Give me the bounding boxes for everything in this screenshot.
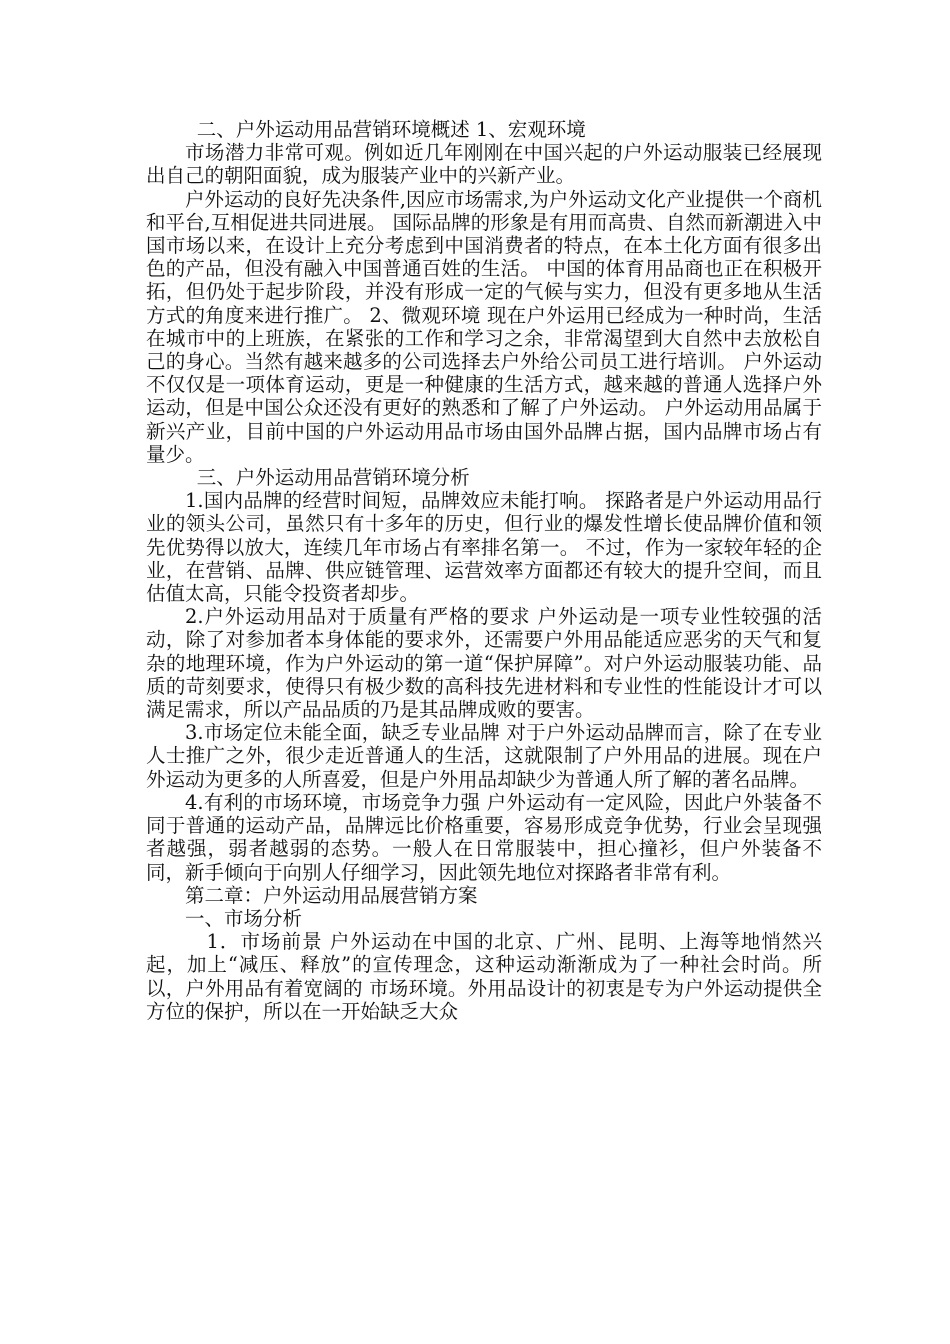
document-body [146,118,822,1023]
paragraph-point-3-market-positioning: 3.市场定位未能全面，缺乏专业品牌 对于户外运动品牌而言，除了在专业人士推广之外，很少走近普通人的生活，这就限制了户外用品的进展。现在户外运动为更多的人所喜爱，但是户外用品却缺少为普通人所了解的著名品牌。 [146,721,822,791]
paragraph-point-2-quality-requirements: 2.户外运动用品对于质量有严格的要求 户外运动是一项专业性较强的活动，除了对参加者本身体能的要求外，还需要户外用品能适应恶劣的天气和复杂的地理环境，作为户外运动的第一道“保护屏障”。对户外运动服装功能、品质的苛刻要求，使得只有极少数的高科技先进材料和专业性的性能设计才可以满足需求，所以产品品质的乃是其品牌成败的要害。 [146,605,822,722]
section-heading-market-analysis: 一、市场分析 [185,906,303,930]
section-heading-environment-analysis: 三、户外运动用品营销环境分析 [196,466,470,490]
chapter-heading-marketing-plan: 第二章：户外运动用品展营销方案 [185,883,478,907]
paragraph-market-prospects: 1．市场前景 户外运动在中国的北京、广州、昆明、上海等地悄然兴起，加上“减压、释放”的宣传理念，这种运动渐渐成为了一种社会时尚。所以，户外用品有着宽阔的 市场环境。外用品设计的初衷是专为户外运动提供全方位的保护，所以在一开始缺乏大众 [146,930,822,1023]
paragraph-point-1-domestic-brands: 1.国内品牌的经营时间短，品牌效应未能打响。 探路者是户外运动用品行业的领头公司，虽然只有十多年的历史，但行业的爆发性增长使品牌价值和领先优势得以放大，连续几年市场占有率排名第一。 不过，作为一家较年轻的企业，在营销、品牌、供应链管理、运营效率方面都还有较大的提升空间，而且估值太高，只能令投资者却步。 [146,489,822,606]
paragraph-point-4-market-environment: 4.有利的市场环境，市场竞争力强 户外运动有一定风险，因此户外装备不同于普通的运动产品，品牌远比价格重要，容易形成竞争优势，行业会呈现强者越强，弱者越弱的态势。一般人在日常服装中，担心撞衫，但户外装备不同，新手倾向于向别人仔细学习，因此领先地位对探路者非常有利。 [146,790,822,884]
section-heading-marketing-environment-overview: 二、户外运动用品营销环境概述 1、宏观环境 [196,118,586,141]
paragraph-macro-micro-environment: 户外运动的良好先决条件,因应市场需求,为户外运动文化产业提供一个商机和平台,互相促进共同进展。 国际品牌的形象是有用而高贵、自然而新潮进入中国市场以来，在设计上充分考虑到中国消费者的特点，在本土化方面有很多出色的产品，但没有融入中国普通百姓的生活。 中国的体育用品商也正在积极开拓，但仍处于起步阶段，并没有形成一定的气候与实力，但没有更多地从生活方式的角度来进行推广。 2、微观环境 现在户外运用已经成为一种时尚，生活在城市中的上班族，在紧张的工作和学习之余，非常渴望到大自然中去放松自己的身心。当然有越来越多的公司选择去户外给公司员工进行培训。 户外运动不仅仅是一项体育运动，更是一种健康的生活方式，越来越的普通人选择户外运动，但是中国公众还没有更好的熟悉和了解了户外运动。 户外运动用品属于新兴产业，目前中国的户外运动用品市场由国外品牌占据，国内品牌市场占有量少。 [146,187,822,466]
paragraph-market-potential: 市场潜力非常可观。例如近几年刚刚在中国兴起的户外运动服装已经展现出自己的朝阳面貌，成为服装产业中的兴新产业。 [146,141,822,188]
